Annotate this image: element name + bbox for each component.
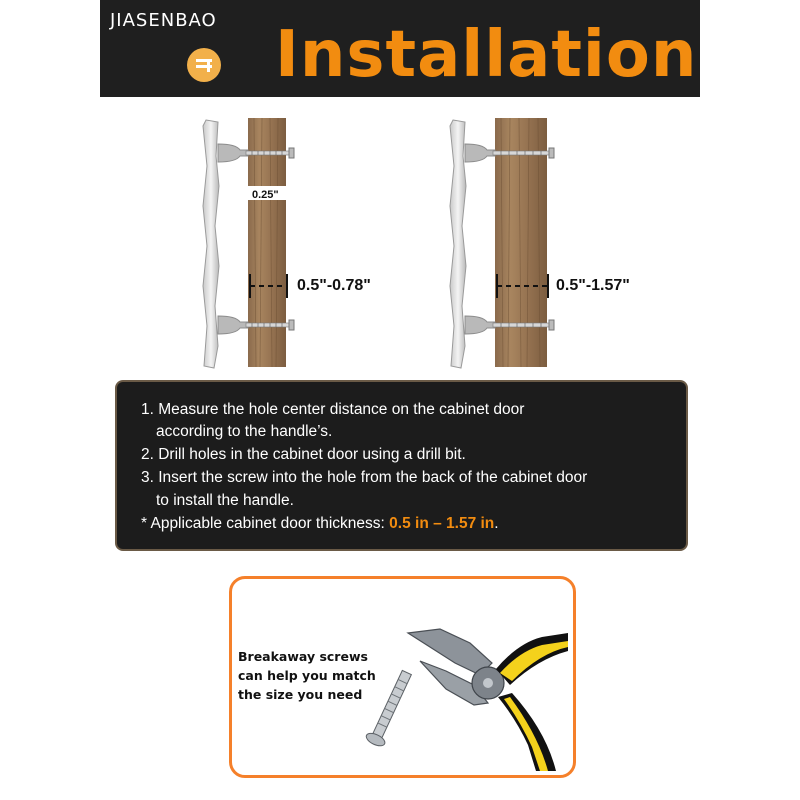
right-door-diagram [443, 116, 558, 371]
thickness-label: 0.25" [252, 189, 279, 201]
instructions-panel [117, 382, 686, 549]
plier-icon [400, 623, 572, 773]
thickness-note [141, 515, 499, 533]
step-1-line-1: 1. Measure the hole center distance on the cabinet door [141, 401, 525, 418]
header-banner [100, 0, 700, 97]
breakaway-screw-icon [360, 665, 420, 757]
note-prefix: * Applicable cabinet door thickness: [141, 515, 390, 532]
breakaway-screw-text: Breakaway screws can help you match the size you need [238, 649, 376, 702]
step-2: 2. Drill holes in the cabinet door using a drill bit. [141, 446, 466, 463]
left-range-label: 0.5"-0.78" [297, 277, 371, 294]
page-title: Installation [275, 18, 698, 92]
step-1-line-2: according to the handle’s. [156, 423, 333, 440]
left-door-diagram [196, 116, 306, 371]
breakaway-screw-card [229, 576, 576, 778]
note-suffix: . [494, 515, 499, 532]
installation-diagrams [0, 100, 800, 380]
step-3-line-2: to install the handle. [156, 492, 294, 509]
step-3-line-1: 3. Insert the screw into the hole from the back of the cabinet door [141, 469, 588, 486]
brand-logo-text: JIASENBAO [110, 10, 217, 31]
note-value: 0.5 in – 1.57 in [389, 515, 495, 532]
right-range-label: 0.5"-1.57" [556, 277, 630, 294]
handle-logo-icon [187, 48, 221, 82]
